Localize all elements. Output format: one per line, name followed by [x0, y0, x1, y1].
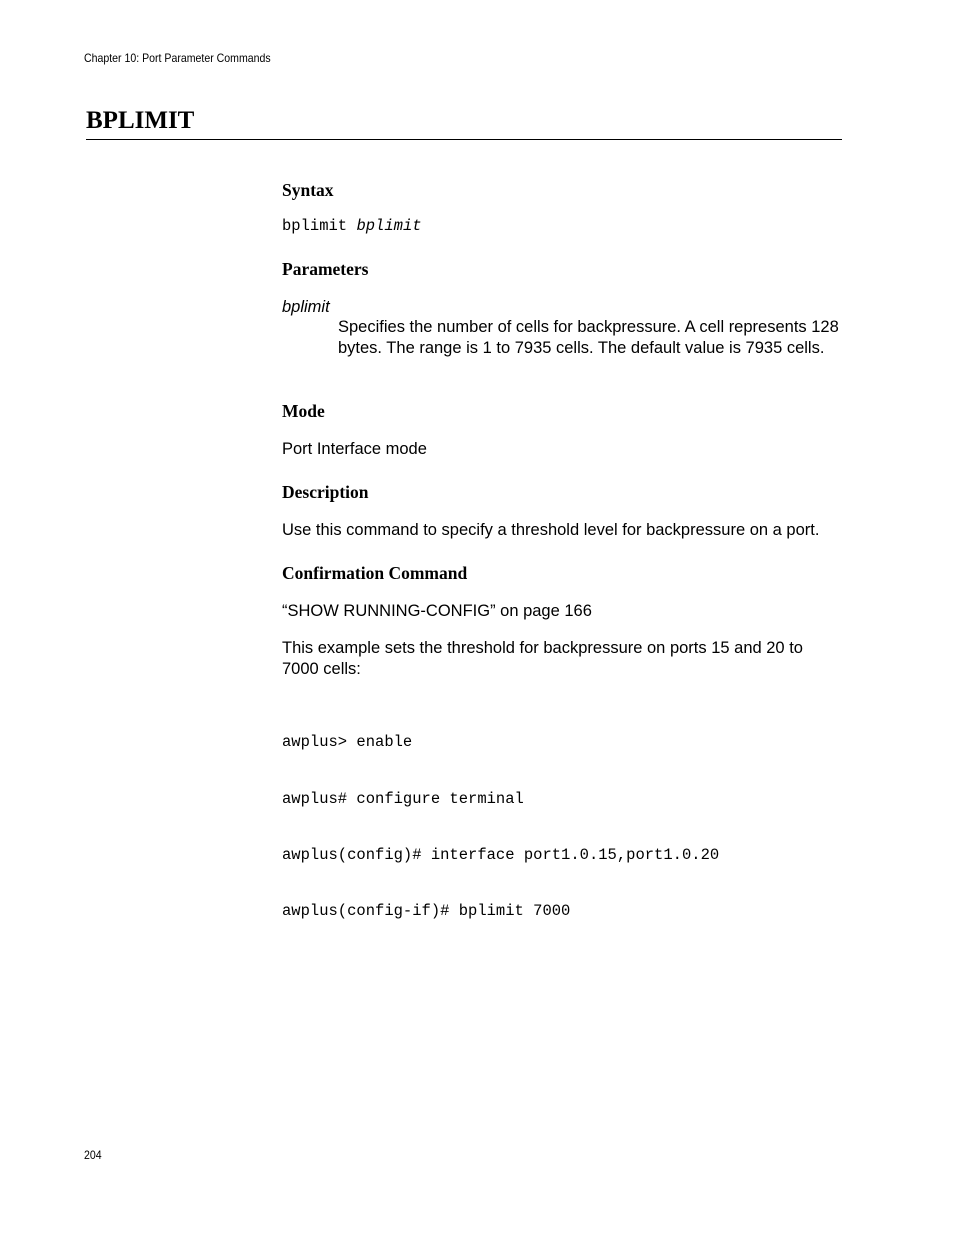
example-intro: This example sets the threshold for backpressure on ports 15 and 20 to 7000 cells: [282, 639, 803, 678]
syntax-argument: bplimit [356, 217, 422, 235]
example-code-block [282, 696, 842, 939]
parameter-description: Specifies the number of cells for backpressure. A cell represents 128 bytes. The range is 1 to 7935 cells. The default value is 7935 cells. [338, 318, 839, 357]
code-line: awplus> enable [282, 733, 413, 752]
parameter-name: bplimit [282, 298, 330, 316]
parameters-heading: Parameters [282, 259, 369, 279]
code-line: awplus(config)# interface port1.0.15,port1.0.20 [282, 845, 720, 864]
page-title: BPLIMIT [86, 107, 195, 134]
syntax-command: bplimit [282, 217, 348, 235]
code-line: awplus# configure terminal [282, 789, 524, 808]
description-text: Use this command to specify a threshold level for backpressure on a port. [282, 521, 820, 539]
mode-text: Port Interface mode [282, 440, 427, 458]
page-number: 204 [84, 1148, 102, 1162]
description-heading: Description [282, 482, 369, 502]
syntax-line [282, 217, 842, 236]
code-line: awplus(config-if)# bplimit 7000 [282, 901, 571, 920]
title-rule [86, 139, 842, 140]
running-header: Chapter 10: Port Parameter Commands [84, 51, 271, 65]
mode-heading: Mode [282, 401, 325, 421]
syntax-heading: Syntax [282, 180, 334, 200]
confirmation-reference: “SHOW RUNNING-CONFIG” on page 166 [282, 602, 592, 620]
confirmation-heading: Confirmation Command [282, 563, 468, 583]
